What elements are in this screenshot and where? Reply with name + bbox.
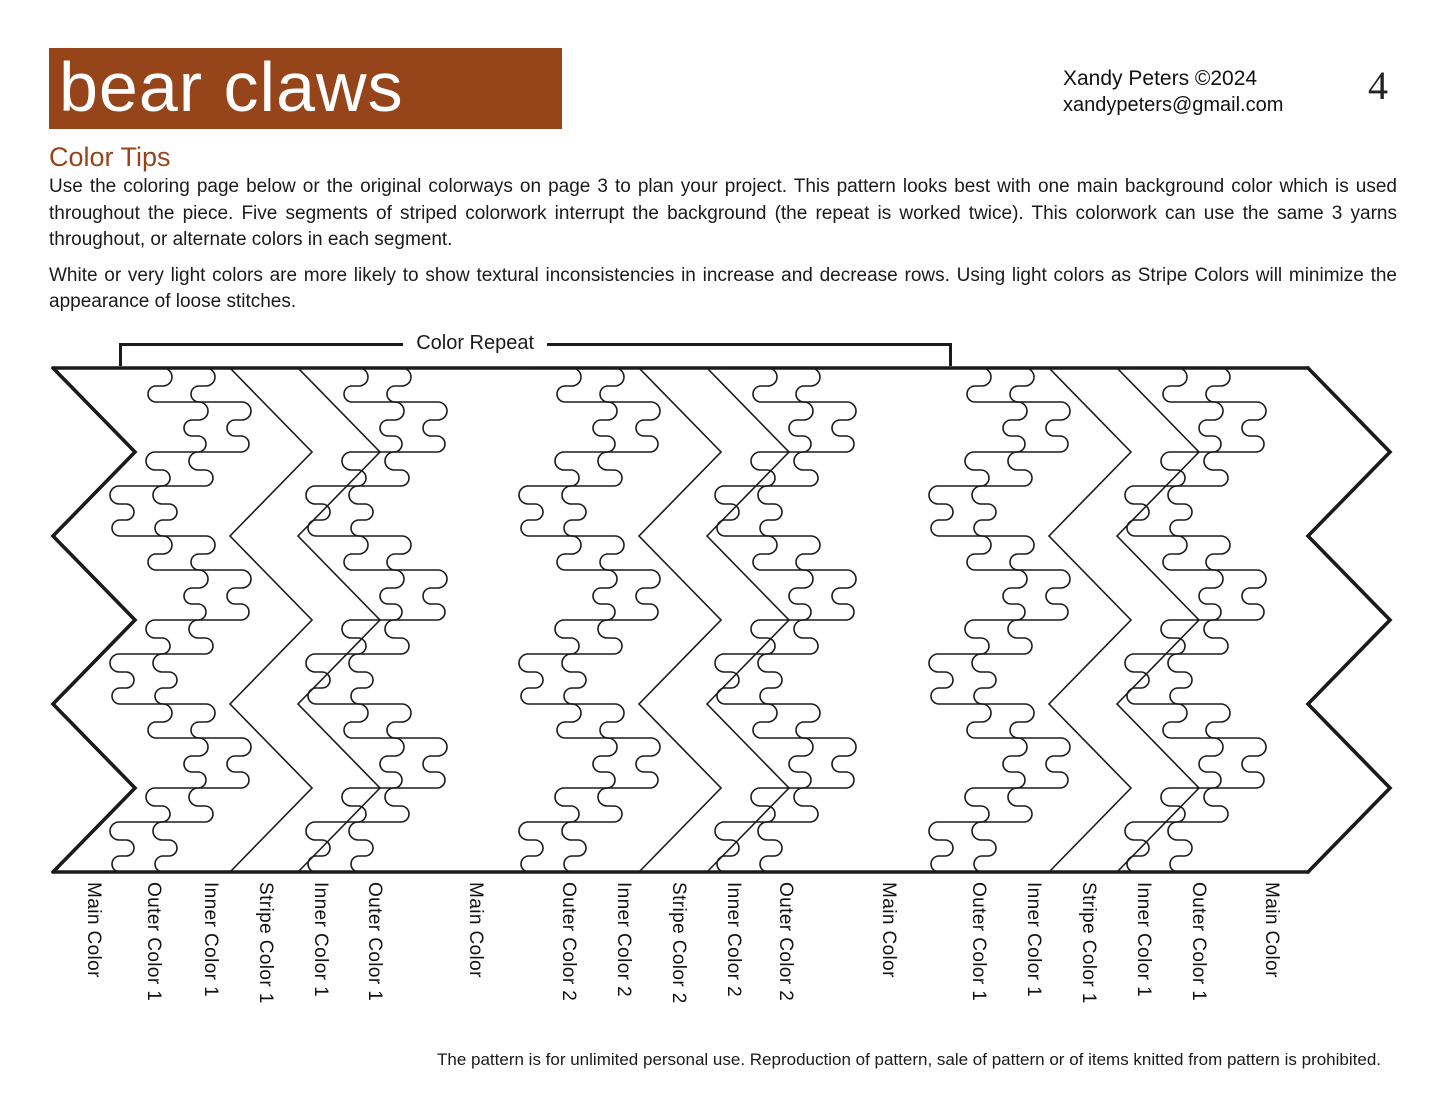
left-fabric-edge xyxy=(53,368,135,872)
color-label: Outer Color 1 xyxy=(143,882,164,1002)
author-copyright: Xandy Peters ©2024 xyxy=(1063,67,1258,90)
color-label: Inner Color 1 xyxy=(310,882,331,998)
color-tips-text xyxy=(49,174,1397,325)
color-label: Outer Color 2 xyxy=(775,882,796,1002)
color-label: Stripe Color 1 xyxy=(255,882,276,1004)
author-email: xandypeters@gmail.com xyxy=(1063,94,1284,116)
color-repeat-label: Color Repeat xyxy=(403,332,547,355)
outer-color-boundary xyxy=(519,368,617,872)
color-label: Stripe Color 2 xyxy=(668,882,689,1004)
section-heading: Color Tips xyxy=(49,142,171,172)
inner-color-boundary xyxy=(715,368,813,872)
title-banner xyxy=(49,48,562,129)
color-tips-paragraph-1: Use the coloring page below or the original colorways on page 3 to plan your project. This pattern looks best with one main background color which is used throughout the piece. Five segments of striped colorwork interrupt the background (the repeat is worked twice). This colorwork can use the same 3 yarns throughout, or alternate colors in each segment. xyxy=(49,176,1397,250)
outer-color-boundary xyxy=(929,368,1027,872)
inner-color-boundary xyxy=(1125,368,1223,872)
color-label: Stripe Color 1 xyxy=(1078,882,1099,1004)
right-fabric-edge xyxy=(1308,368,1390,872)
author-block xyxy=(1063,66,1283,118)
inner-color-boundary xyxy=(306,368,404,872)
coloring-page-diagram xyxy=(53,368,1395,872)
license-note: The pattern is for unlimited personal use. Reproduction of pattern, sale of pattern or of items knitted from pattern is prohibited. xyxy=(437,1050,1381,1069)
color-label: Main Color xyxy=(83,882,104,978)
color-label: Main Color xyxy=(878,882,899,978)
color-label: Outer Color 1 xyxy=(1188,882,1209,1002)
color-repeat-bracket xyxy=(119,332,952,366)
color-label: Main Color xyxy=(1261,882,1282,978)
color-label: Inner Color 1 xyxy=(200,882,221,998)
color-label: Outer Color 1 xyxy=(968,882,989,1002)
color-tips-paragraph-2: White or very light colors are more likely to show textural inconsistencies in increase and decrease rows. Using light colors as Stripe Colors will minimize the appearance of loose stitches. xyxy=(49,264,1397,312)
color-label: Inner Color 2 xyxy=(723,882,744,998)
color-label: Inner Color 1 xyxy=(1133,882,1154,998)
color-label: Outer Color 2 xyxy=(558,882,579,1002)
color-label: Inner Color 1 xyxy=(1023,882,1044,998)
color-label: Outer Color 1 xyxy=(364,882,385,1002)
color-label: Inner Color 2 xyxy=(613,882,634,998)
page-title: bear claws xyxy=(59,47,404,126)
color-label: Main Color xyxy=(465,882,486,978)
page-number: 4 xyxy=(1368,63,1388,108)
